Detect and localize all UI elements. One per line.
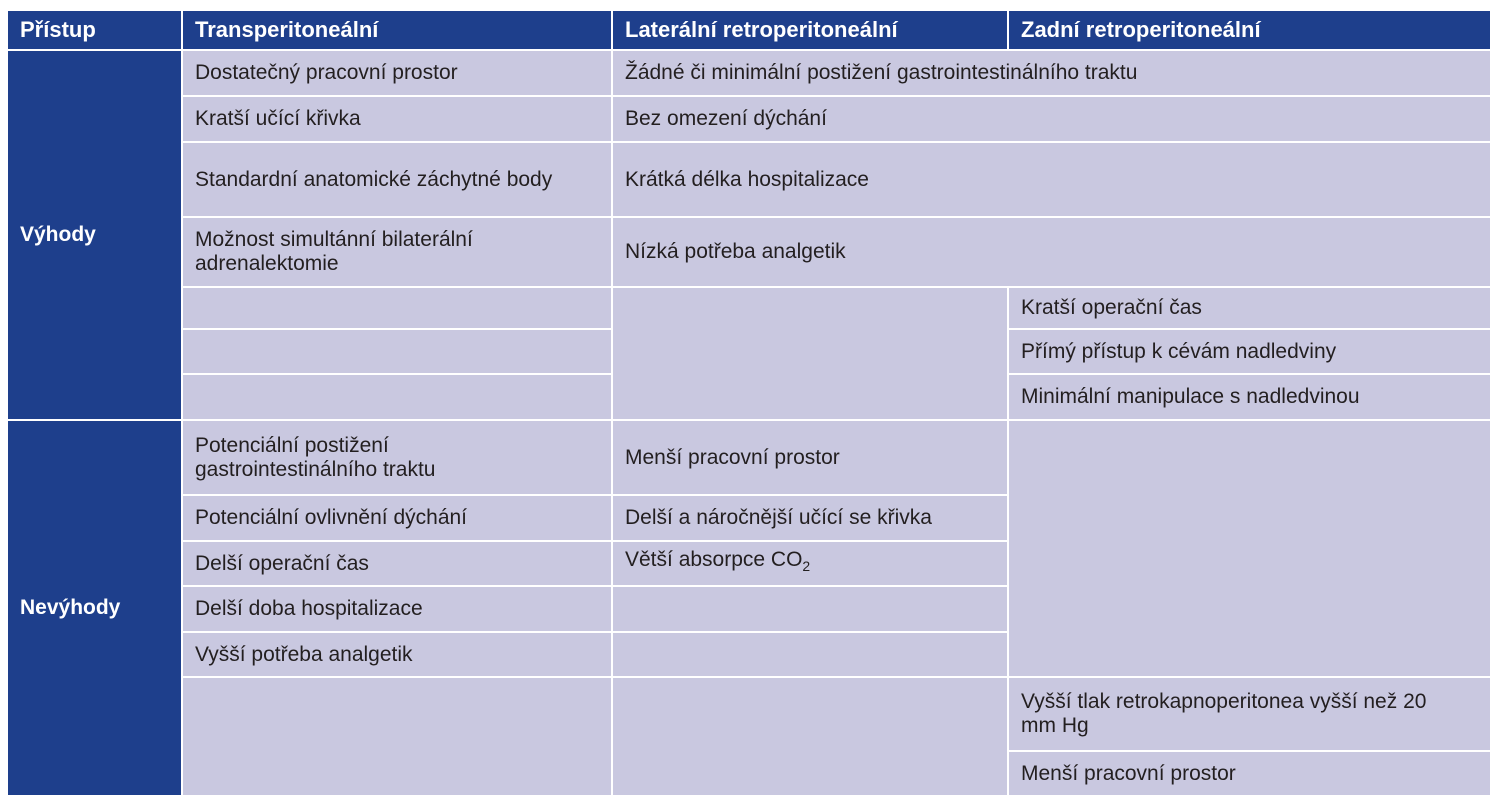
dis-trans-1 <box>183 421 611 494</box>
dis-post-1 <box>1009 678 1490 750</box>
adv-post-3-text: Minimální manipulace s nadledvinou <box>1021 385 1360 408</box>
adv-post-2 <box>1009 330 1490 373</box>
dis-trans-3 <box>183 542 611 585</box>
dis-lateral-1 <box>613 421 1007 494</box>
dis-lateral-empty-3 <box>613 678 1007 795</box>
dis-trans-4-text: Delší doba hospitalizace <box>195 597 423 620</box>
header-posterior <box>1009 11 1490 49</box>
dis-trans-2 <box>183 496 611 540</box>
dis-lateral-2 <box>613 496 1007 540</box>
dis-trans-4 <box>183 587 611 631</box>
adv-trans-empty-2 <box>183 330 611 373</box>
adv-post-3 <box>1009 375 1490 419</box>
dis-trans-3-text: Delší operační čas <box>195 551 369 575</box>
dis-post-empty <box>1009 421 1490 676</box>
adv-trans-4 <box>183 218 611 286</box>
adv-trans-2-text: Kratší učící křivka <box>195 107 361 130</box>
adv-post-1 <box>1009 288 1490 328</box>
header-transperitoneal <box>183 11 611 49</box>
dis-trans-empty <box>183 678 611 795</box>
adv-retro-2 <box>613 97 1490 141</box>
adv-retro-4 <box>613 218 1490 286</box>
header-lateral-text: Laterální retroperitoneální <box>625 17 898 42</box>
dis-lateral-2-text: Delší a náročnější učící se křivka <box>625 506 932 529</box>
dis-post-1-text: Vyšší tlak retrokapnoperitonea vyšší než 20 mm Hg <box>1021 690 1427 737</box>
comparison-table <box>8 11 1490 795</box>
adv-post-1-text: Kratší operační čas <box>1021 296 1202 319</box>
dis-lateral-empty-2 <box>613 633 1007 676</box>
header-transperitoneal-text: Transperitoneální <box>195 17 379 42</box>
adv-retro-1-text: Žádné či minimální postižení gastrointestinálního traktu <box>625 61 1138 84</box>
dis-trans-5-text: Vyšší potřeba analgetik <box>195 642 413 666</box>
co2-prefix: Větší absorpce CO <box>625 548 803 572</box>
adv-retro-1 <box>613 51 1490 95</box>
adv-retro-2-text: Bez omezení dýchání <box>625 107 827 130</box>
adv-retro-3 <box>613 143 1490 216</box>
adv-trans-3 <box>183 143 611 216</box>
adv-trans-empty-3 <box>183 375 611 419</box>
dis-lateral-empty-1 <box>613 587 1007 631</box>
row-label-disadvantages-text: Nevýhody <box>20 596 121 619</box>
header-approach-text: Přístup <box>20 17 96 42</box>
row-label-disadvantages <box>8 421 181 795</box>
adv-trans-2 <box>183 97 611 141</box>
dis-lateral-3-text <box>625 548 810 578</box>
adv-trans-3-text: Standardní anatomické záchytné body <box>195 167 553 191</box>
row-label-advantages-text: Výhody <box>20 223 96 246</box>
row-label-advantages <box>8 51 181 419</box>
adv-post-2-text: Přímý přístup k cévám nadledviny <box>1021 339 1337 363</box>
dis-trans-5 <box>183 633 611 676</box>
adv-trans-empty-1 <box>183 288 611 328</box>
header-lateral <box>613 11 1007 49</box>
header-posterior-text: Zadní retroperitoneální <box>1021 17 1261 42</box>
adv-trans-4-text: Možnost simultánní bilaterální adrenalektomie <box>195 228 473 275</box>
dis-lateral-3 <box>613 542 1007 585</box>
co2-subscript: 2 <box>802 558 811 575</box>
adv-trans-1 <box>183 51 611 95</box>
dis-post-2 <box>1009 752 1490 795</box>
header-approach <box>8 11 181 49</box>
dis-trans-1-text: Potenciální postižení gastrointestinálního traktu <box>195 433 436 481</box>
adv-retro-4-text: Nízká potřeba analgetik <box>625 240 846 263</box>
dis-post-2-text: Menší pracovní prostor <box>1021 761 1236 785</box>
adv-lateral-empty <box>613 288 1007 419</box>
adv-trans-1-text: Dostatečný pracovní prostor <box>195 61 458 84</box>
dis-lateral-1-text: Menší pracovní prostor <box>625 445 840 469</box>
dis-trans-2-text: Potenciální ovlivnění dýchání <box>195 506 468 529</box>
adv-retro-3-text: Krátká délka hospitalizace <box>625 167 869 191</box>
